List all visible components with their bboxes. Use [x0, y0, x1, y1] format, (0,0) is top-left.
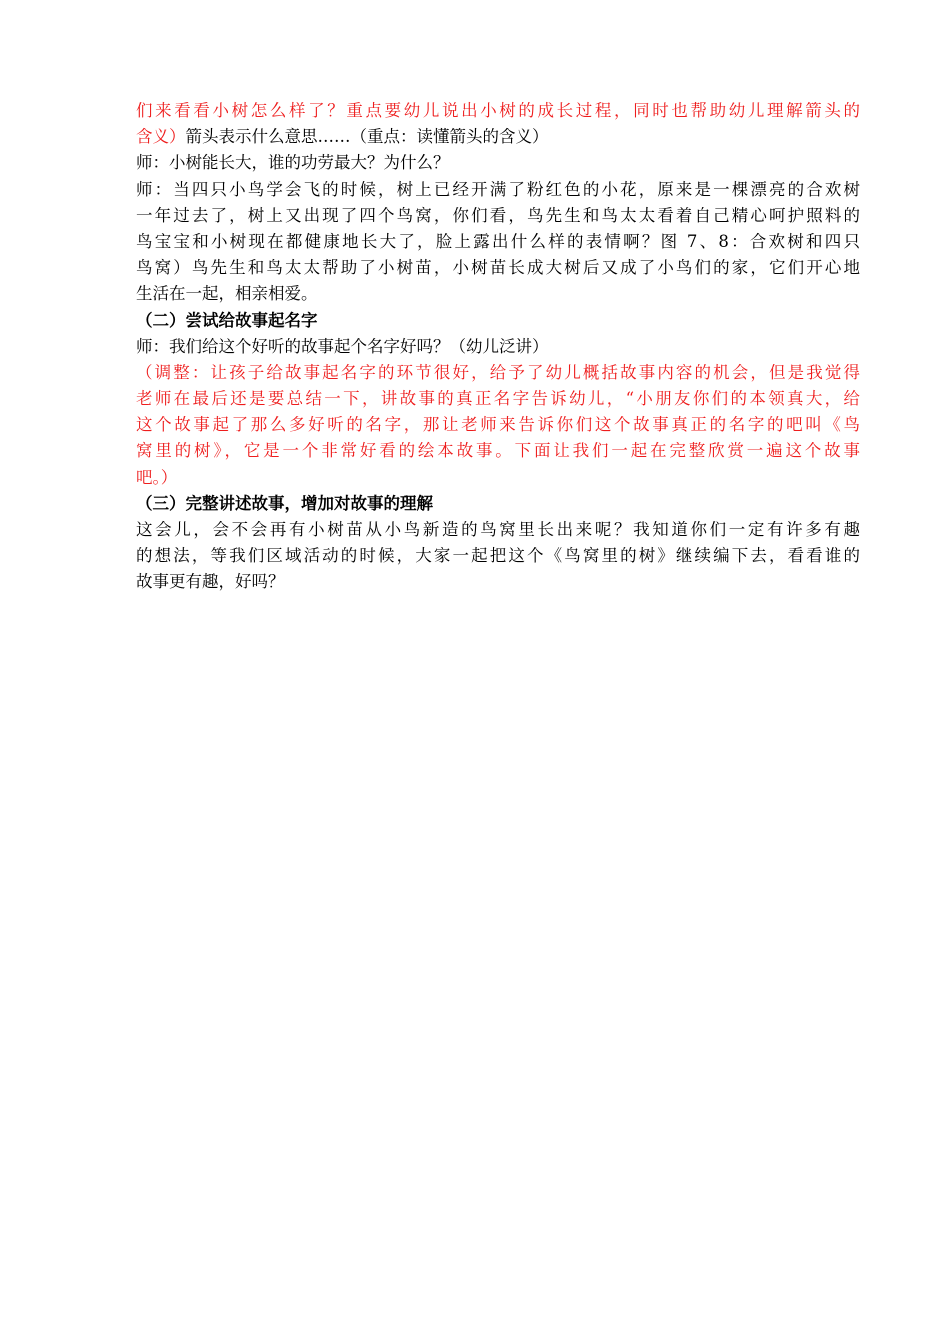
- text-segment: 鸟窝）鸟先生和鸟太太帮助了小树苗，小树苗长成大树后又成了小鸟们的家，它们开心地: [136, 258, 860, 278]
- text-line: [136, 386, 860, 412]
- text-segment: 吧。）: [136, 467, 178, 487]
- text-segment: 含义）: [136, 127, 186, 147]
- text-line: [136, 229, 860, 255]
- text-line: [136, 308, 860, 334]
- text-segment: 的想法，等我们区域活动的时候，大家一起把这个《鸟窝里的树》继续编下去，看看谁的: [136, 546, 860, 566]
- text-segment: 箭头表示什么意思……（重点：读懂箭头的含义）: [185, 127, 549, 147]
- text-segment: 窝里的树》，它是一个非常好看的绘本故事。下面让我们一起在完整欣赏一遍这个故事: [136, 441, 860, 461]
- text-line: [136, 334, 860, 360]
- section-heading: （二）尝试给故事起名字: [136, 310, 318, 330]
- text-line: [136, 255, 860, 281]
- text-segment: 们来看看小树怎么样了？重点要幼儿说出小树的成长过程，同时也帮助幼儿理解箭头的: [136, 101, 860, 120]
- section-heading: （三）完整讲述故事，增加对故事的理解: [136, 493, 433, 513]
- text-line: [136, 517, 860, 543]
- text-segment: 师：小树能长大，谁的功劳最大？为什么？: [136, 153, 450, 173]
- text-segment: 师：当四只小鸟学会飞的时候，树上已经开满了粉红色的小花，原来是一棵漂亮的合欢树: [136, 179, 860, 199]
- text-line: [136, 543, 860, 569]
- text-segment: 故事更有趣，好吗？: [136, 572, 285, 592]
- text-line: [136, 438, 860, 464]
- text-line: [136, 98, 860, 124]
- text-line: [136, 465, 860, 491]
- text-line: [136, 491, 860, 517]
- text-line: [136, 412, 860, 438]
- text-segment: 一年过去了，树上又出现了四个鸟窝，你们看，鸟先生和鸟太太看着自己精心呵护照料的: [136, 205, 860, 225]
- text-segment: 生活在一起，相亲相爱。: [136, 284, 318, 304]
- text-segment: 这会儿，会不会再有小树苗从小鸟新造的鸟窝里长出来呢？我知道你们一定有许多有趣: [136, 520, 860, 539]
- text-segment: 师：我们给这个好听的故事起个名字好吗？（幼儿泛讲）: [136, 336, 549, 356]
- text-segment: 老师在最后还是要总结一下，讲故事的真正名字告诉幼儿，“小朋友你们的本领真大，给: [136, 389, 860, 409]
- text-line: [136, 360, 860, 386]
- text-line: [136, 124, 860, 150]
- text-line: [136, 281, 860, 307]
- text-segment: 这个故事起了那么多好听的名字，那让老师来告诉你们这个故事真正的名字的吧叫《鸟: [136, 415, 860, 435]
- text-line: [136, 203, 860, 229]
- text-line: [136, 177, 860, 203]
- text-line: [136, 569, 860, 595]
- document-body: [136, 98, 860, 596]
- text-line: [136, 150, 860, 176]
- text-segment: 鸟宝宝和小树现在都健康地长大了，脸上露出什么样的表情啊？图 7、8：合欢树和四只: [136, 231, 860, 251]
- text-segment: （调整：让孩子给故事起名字的环节很好，给予了幼儿概括故事内容的机会，但是我觉得: [136, 362, 860, 382]
